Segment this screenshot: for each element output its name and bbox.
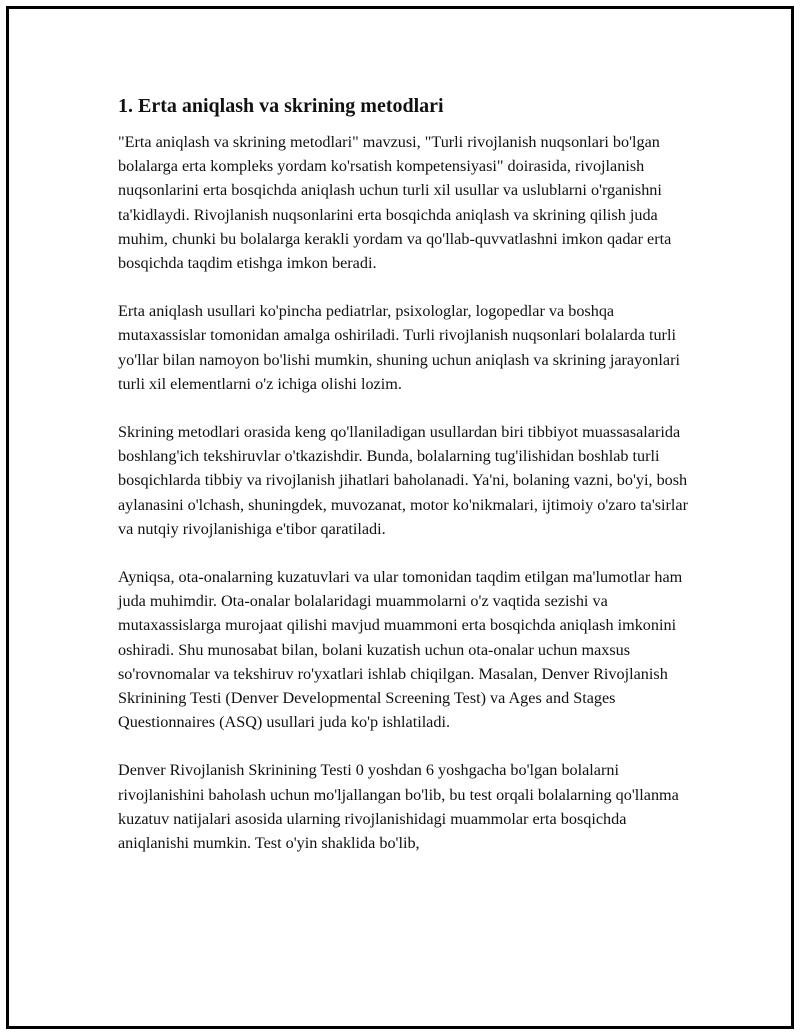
paragraph-5: Denver Rivojlanish Skrinining Testi 0 yoshdan 6 yoshgacha bo'lgan bolalarni rivojlanishini baholash uchun mo'ljallangan bo'lib, bu test orqali bolalarning qo'llanma kuzatuv natijalari asosida ularning rivojlanishidagi muammolar erta bosqichda aniqlanishi mumkin. Test o'yin shaklida bo'lib, bbox=[118, 761, 679, 853]
paragraph-3: Skrining metodlari orasida keng qo'llaniladigan usullardan biri tibbiyot muassasalarida boshlang'ich tekshiruvlar o'tkazishdir. Bunda, bolalarning tug'ilishidan boshlab turli bosqichlarda tibbiy va rivojlanish jihatlari baholanadi. Ya'ni, bolaning vazni, bo'yi, bosh aylanasini o'lchash, shuningdek, muvozanat, motor ko'nikmalari, ijtimoiy o'zaro ta'sirlar va nutqiy rivojlanishiga e'tibor qaratiladi. bbox=[118, 423, 689, 538]
section-heading: 1. Erta aniqlash va skrining metodlari bbox=[118, 95, 444, 117]
document-body bbox=[118, 92, 690, 879]
paragraph-2: Erta aniqlash usullari ko'pincha pediatrlar, psixologlar, logopedlar va boshqa mutaxassislar tomonidan amalga oshiriladi. Turli rivojlanish nuqsonlari bolalarda turli yo'llar bilan namoyon bo'lishi mumkin, shuning uchun aniqlash va skrining jarayonlari turli xil elementlarni o'z ichiga olishi lozim. bbox=[118, 302, 680, 393]
paragraph-1: "Erta aniqlash va skrining metodlari" mavzusi, "Turli rivojlanish nuqsonlari bo'lgan bolalarga erta kompleks yordam ko'rsatish kompetensiyasi" doirasida, rivojlanish nuqsonlarini erta bosqichda aniqlash uchun turli xil usullar va uslublarni o'rganishni ta'kidlaydi. Rivojlanish nuqsonlarini erta bosqichda aniqlash va skrining qilish juda muhim, chunki bu bolalarga kerakli yordam va qo'llab-quvvatlashni imkon qadar erta bosqichda taqdim etishga imkon beradi. bbox=[118, 133, 672, 273]
paragraph-4: Ayniqsa, ota-onalarning kuzatuvlari va ular tomonidan taqdim etilgan ma'lumotlar ham juda muhimdir. Ota-onalar bolalaridagi muammolarni o'z vaqtida sezishi va mutaxassislarga murojaat qilishi mavjud muammoni erta bosqichda aniqlash imkonini oshiradi. Shu munosabat bilan, bolani kuzatish uchun ota-onalar uchun maxsus so'rovnomalar va tekshiruv ro'yxatlari ishlab chiqilgan. Masalan, Denver Rivojlanish Skrinining Testi (Denver Developmental Screening Test) va Ages and Stages Questionnaires (ASQ) usullari juda ko'p ishlatiladi. bbox=[118, 568, 683, 732]
